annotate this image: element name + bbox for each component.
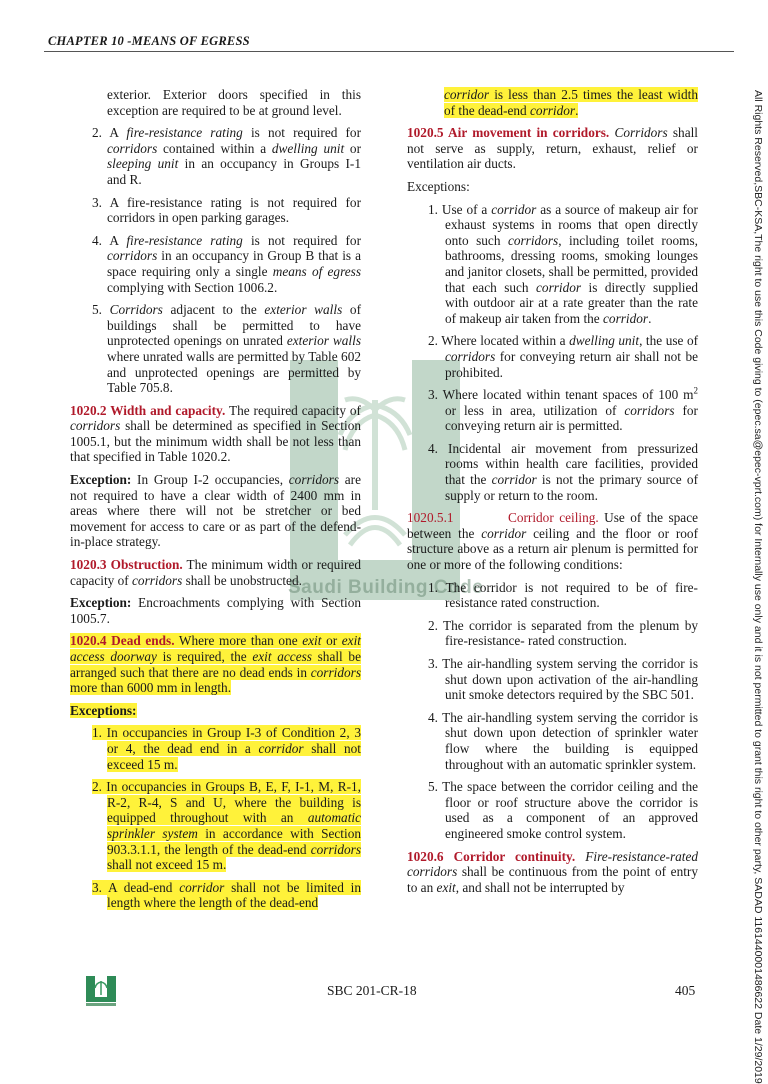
exception-item: 3. A fire-resistance rating is not required for corridors in open parking garages. [92,194,361,226]
section-1020-3: 1020.3 Obstruction. The minimum width or required capacity of corridors shall be unobstructed. [70,557,362,588]
section-1020-5: 1020.5 Air movement in corridors. Corridors shall not serve as supply, return, exhaust, relief or ventilation air ducts. [407,125,698,172]
section-1020-4: 1020.4 Dead ends. Where more than one exit or exit access doorway is required, the exit access shall be arranged such that there are no dead ends in corridors more than 6000 mm in length. [70,633,361,696]
section-number: 1020.5.1 [407,510,454,526]
section-heading: 1020.2 Width and capacity. [70,402,226,418]
condition-item: 5. The space between the corridor ceiling and the floor or roof structure above the corridor is used as a component of an approved engineered smoke control system. [428,779,698,841]
condition-item: 1. The corridor is not required to be of fire-resistance rated construction. [428,579,698,611]
exception-item: 5. Corridors adjacent to the exterior walls of buildings shall be permitted to have unprotected openings on unrated exterior walls where unrated walls are permitted by Table 602 and unprotected openings are permitted by Table 705.8. [92,302,361,396]
chapter-header [48,34,250,49]
exception-paragraph: Exception: Encroachments complying with Section 1005.7. [70,595,361,626]
rights-notice: All Rights Reserved,SBC-KSA,The right to use this Code giving to (epec.sa@epec-vprt.com) for Internally use only and it is not permitted to grant this right to other party, SADAD 1161440001486622 Date 1/29/2019 [752,90,764,1084]
watermark-text: Saudi Building Code [288,577,484,598]
exception-item: 2. Where located within a dwelling unit, the use of corridors for conveying return air shall not be prohibited. [428,333,699,380]
exception-item: 1. Use of a corridor as a source of makeup air for exhaust systems in rooms that open directly onto such corridors, including toilet rooms, bathrooms, dressing rooms, smoking lounges and janitor closets, shall be permitted, provided that each such corridor is directly supplied with outdoor air at a rate greater than the rate of makeup air taken from the corridor. [428,201,699,326]
exception-item: 4. Incidental air movement from pressurized rooms within health care facilities, provided that the corridor is not the primary source of supply or return to the room. [428,440,698,503]
dead-end-exception: 1. In occupancies in Group I-3 of Condition 2, 3 or 4, the dead end in a corridor shall not exceed 15 m. [92,725,361,772]
dead-end-exception: 2. In occupancies in Groups B, E, F, I-1, M, R-1, R-2, R-4, S and U, where the building is equipped throughout with an automatic sprinkler system in accordance with Section 903.3.1.1, the length of the dead-end corridors shall not exceed 15 m. [92,779,361,873]
condition-item: 2. The corridor is separated from the plenum by fire-resistance- rated construction. [428,617,698,649]
sbc-logo-icon [84,973,118,1007]
section-1020-6: 1020.6 Corridor continuity. Fire-resistance-rated corridors shall be continuous from the point of entry to an exit, and shall not be interrupted by [407,848,699,895]
exceptions-label: Exceptions: [70,702,137,718]
exception-item: 4. A fire-resistance rating is not required for corridors in an occupancy in Group B that is a space requiring only a single means of egress complying with Section 1006.2. [92,232,361,295]
condition-item: 3. The air-handling system serving the corridor is shut down upon activation of the air-handling unit smoke detectors required by the SBC 501. [428,656,698,703]
exception-item: 3. Where located within tenant spaces of 100 $m^2$ or less in area, utilization of corridors for conveying return air is permitted. [428,385,698,434]
paragraph: exterior. Exterior doors specified in this exception are required to be at ground level. [107,87,361,118]
exceptions-label: Exceptions: [407,178,470,194]
left-column [70,87,361,918]
section-heading: Corridor ceiling. [507,510,599,526]
header-divider [44,51,734,52]
exception-item: 2. A fire-resistance rating is not required for corridors contained within a dwelling unit or sleeping unit in an occupancy in Groups I-1 and R. [92,125,361,187]
section-heading: 1020.6 Corridor continuity. [407,848,576,864]
chapter-number: CHAPTER 10 [48,34,124,48]
exception-paragraph: Exception: In Group I-2 occupancies, corridors are not required to have a clear width of 2400 mm in areas where there will not be stretcher or bed movement for access to care or as part of the defend-in-place strategy. [70,472,361,550]
footer-code: SBC 201-CR-18 [327,983,417,998]
section-heading: 1020.4 Dead ends. [70,633,175,649]
condition-item: 4. The air-handling system serving the corridor is shut down upon detection of sprinkler water flow where the building is equipped throughout with an automatic sprinkler system. [428,709,698,772]
right-column [407,87,698,902]
section-heading: 1020.3 Obstruction. [70,557,183,573]
dead-end-exception: 3. A dead-end corridor shall not be limited in length where the length of the dead-end [92,879,361,911]
section-heading: 1020.5 Air movement in corridors. [407,125,610,141]
page-number: 405 [675,983,696,998]
paragraph: corridor is less than 2.5 times the least width of the dead-end corridor. [444,87,698,118]
section-1020-5-1: 1020.5.1 Corridor ceiling. Use of the space between the corridor ceiling and the floor or roof structure above as a return air plenum is permitted for one or more of the following conditions: [407,510,699,573]
section-1020-2: 1020.2 Width and capacity. The required capacity of corridors shall be determined as specified in Section 1005.1, but the minimum width shall be not less than that specified in Table 1020.2. [70,402,361,465]
chapter-title: -MEANS OF EGRESS [127,34,250,48]
